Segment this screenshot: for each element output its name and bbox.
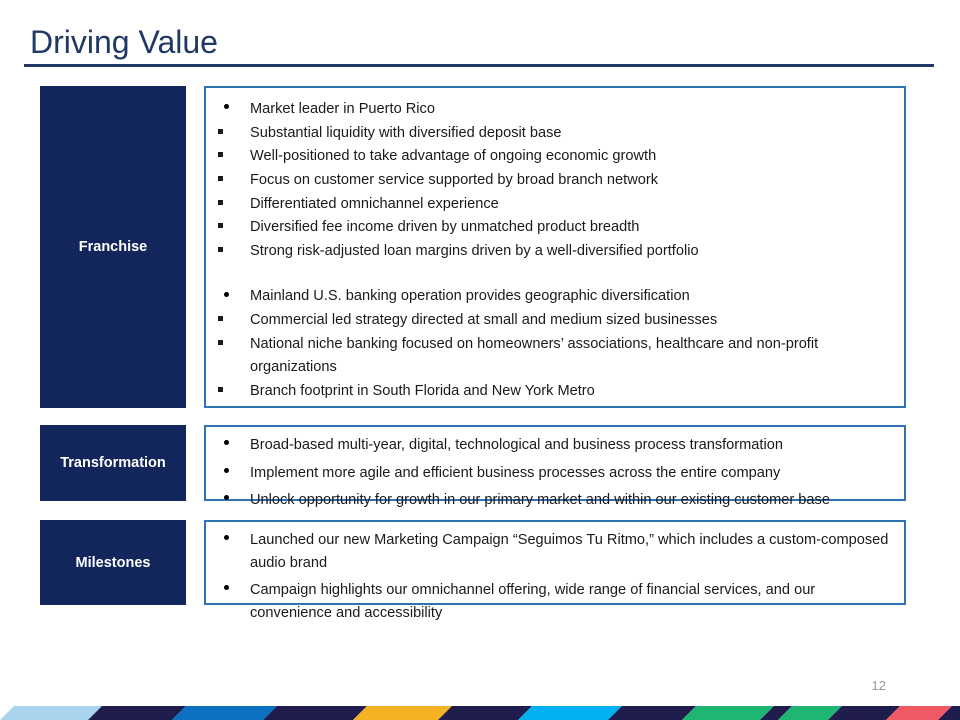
sub-bullet (210, 333, 894, 380)
bullet-dot-icon (224, 292, 229, 297)
bullet-square-icon (218, 152, 223, 157)
bullet-text: Unlock opportunity for growth in our primary market and within our existing customer base (250, 492, 830, 509)
bullet-dot-icon (224, 440, 229, 445)
footer-stripe-segment (608, 706, 696, 720)
sub-bullet-text: Diversified fee income driven by unmatched product breadth (250, 219, 640, 236)
section-content-transformation (204, 425, 906, 509)
bullet-dot-icon (224, 585, 229, 590)
section-label-transformation (40, 425, 186, 501)
sub-bullet-text: Commercial led strategy directed at small and medium sized businesses (250, 312, 718, 329)
bullet-square-icon (218, 129, 223, 134)
bullet-square-icon (218, 316, 223, 321)
bullet-square-icon (218, 340, 223, 345)
bullet-group-spacer (210, 263, 894, 285)
bullet-dot-icon (224, 104, 229, 109)
footer-stripe-segment (518, 706, 622, 720)
section-label-text: Milestones (75, 554, 151, 571)
bullet-dot-icon (224, 495, 229, 500)
bullet-text: Broad-based multi-year, digital, technological and business process transformation (250, 437, 783, 453)
bullet-text: Implement more agile and efficient business processes across the entire company (250, 464, 781, 481)
transformation-bullet-container (206, 427, 904, 519)
bullet-lead (210, 98, 894, 122)
sub-bullet (210, 216, 894, 240)
footer-stripes-graphic (0, 706, 960, 720)
footer-stripe-segment (88, 706, 186, 720)
bullet-square-icon (218, 247, 223, 252)
footer-stripe-segment (263, 706, 367, 720)
bullet-list (210, 434, 892, 512)
footer-stripe-segment (172, 706, 277, 720)
sub-bullet (210, 240, 894, 264)
bullet-lead (210, 285, 894, 309)
sub-bullet-text: Branch footprint in South Florida and New York Metro (250, 383, 595, 400)
bullet-item (210, 579, 892, 624)
bullet-text: Mainland U.S. banking operation provides geographic diversification (250, 288, 690, 305)
section-label-text: Franchise (78, 239, 148, 255)
title-underline-rule (24, 64, 934, 67)
footer-stripe-segment (682, 706, 774, 720)
page-title: Driving Value (30, 24, 218, 60)
sub-bullet (210, 169, 894, 193)
sub-bullet (210, 145, 894, 169)
section-label-text: Transformation (60, 455, 166, 471)
milestones-bullet-container (206, 522, 904, 631)
section-content-milestones (204, 520, 906, 621)
footer-stripe-segment (353, 706, 452, 720)
bullet-square-icon (218, 387, 223, 392)
page-number: 12 (871, 678, 886, 693)
section-label-franchise (40, 86, 186, 408)
sub-bullet (210, 309, 894, 333)
sub-bullet (210, 122, 894, 146)
bullet-list (210, 529, 892, 624)
footer-stripe-segment (0, 706, 102, 720)
bullet-item (210, 462, 892, 485)
sub-bullet (210, 380, 894, 404)
bullet-dot-icon (224, 468, 229, 473)
bullet-item (210, 434, 892, 457)
bullet-dot-icon (224, 535, 229, 540)
bullet-group-2 (210, 285, 894, 309)
sub-bullet-text: Strong risk-adjusted loan margins driven by a well-diversified portfolio (250, 242, 699, 259)
bullet-text: Market leader in Puerto Rico (250, 101, 435, 117)
bullet-group-1-subs (210, 122, 894, 264)
bullet-group-2-subs (210, 309, 894, 404)
sub-bullet-text: Substantial liquidity with diversified deposit base (250, 124, 562, 141)
section-label-milestones (40, 520, 186, 605)
franchise-bullet-container (206, 88, 904, 412)
bullet-square-icon (218, 223, 223, 228)
bullet-item (210, 529, 892, 574)
sub-bullet (210, 193, 894, 217)
bullet-text: Campaign highlights our omnichannel offering, wide range of financial services, and our convenience and accessibility (250, 582, 816, 621)
section-content-franchise (204, 86, 906, 408)
bullet-square-icon (218, 200, 223, 205)
bullet-item (210, 489, 892, 512)
bullet-group-1 (210, 98, 894, 122)
bullet-square-icon (218, 176, 223, 181)
bullet-text: Launched our new Marketing Campaign “Seguimos Tu Ritmo,” which includes a custom-composed audio brand (250, 532, 889, 571)
sub-bullet-text: Well-positioned to take advantage of ongoing economic growth (250, 148, 657, 165)
sub-bullet-text: Differentiated omnichannel experience (250, 195, 499, 212)
footer-stripe-segment (438, 706, 532, 720)
sub-bullet-text: Focus on customer service supported by broad branch network (250, 171, 659, 188)
sub-bullet-text: National niche banking focused on homeowners’ associations, healthcare and non-profit organizations (250, 335, 819, 376)
footer-stripe-band (0, 706, 960, 720)
